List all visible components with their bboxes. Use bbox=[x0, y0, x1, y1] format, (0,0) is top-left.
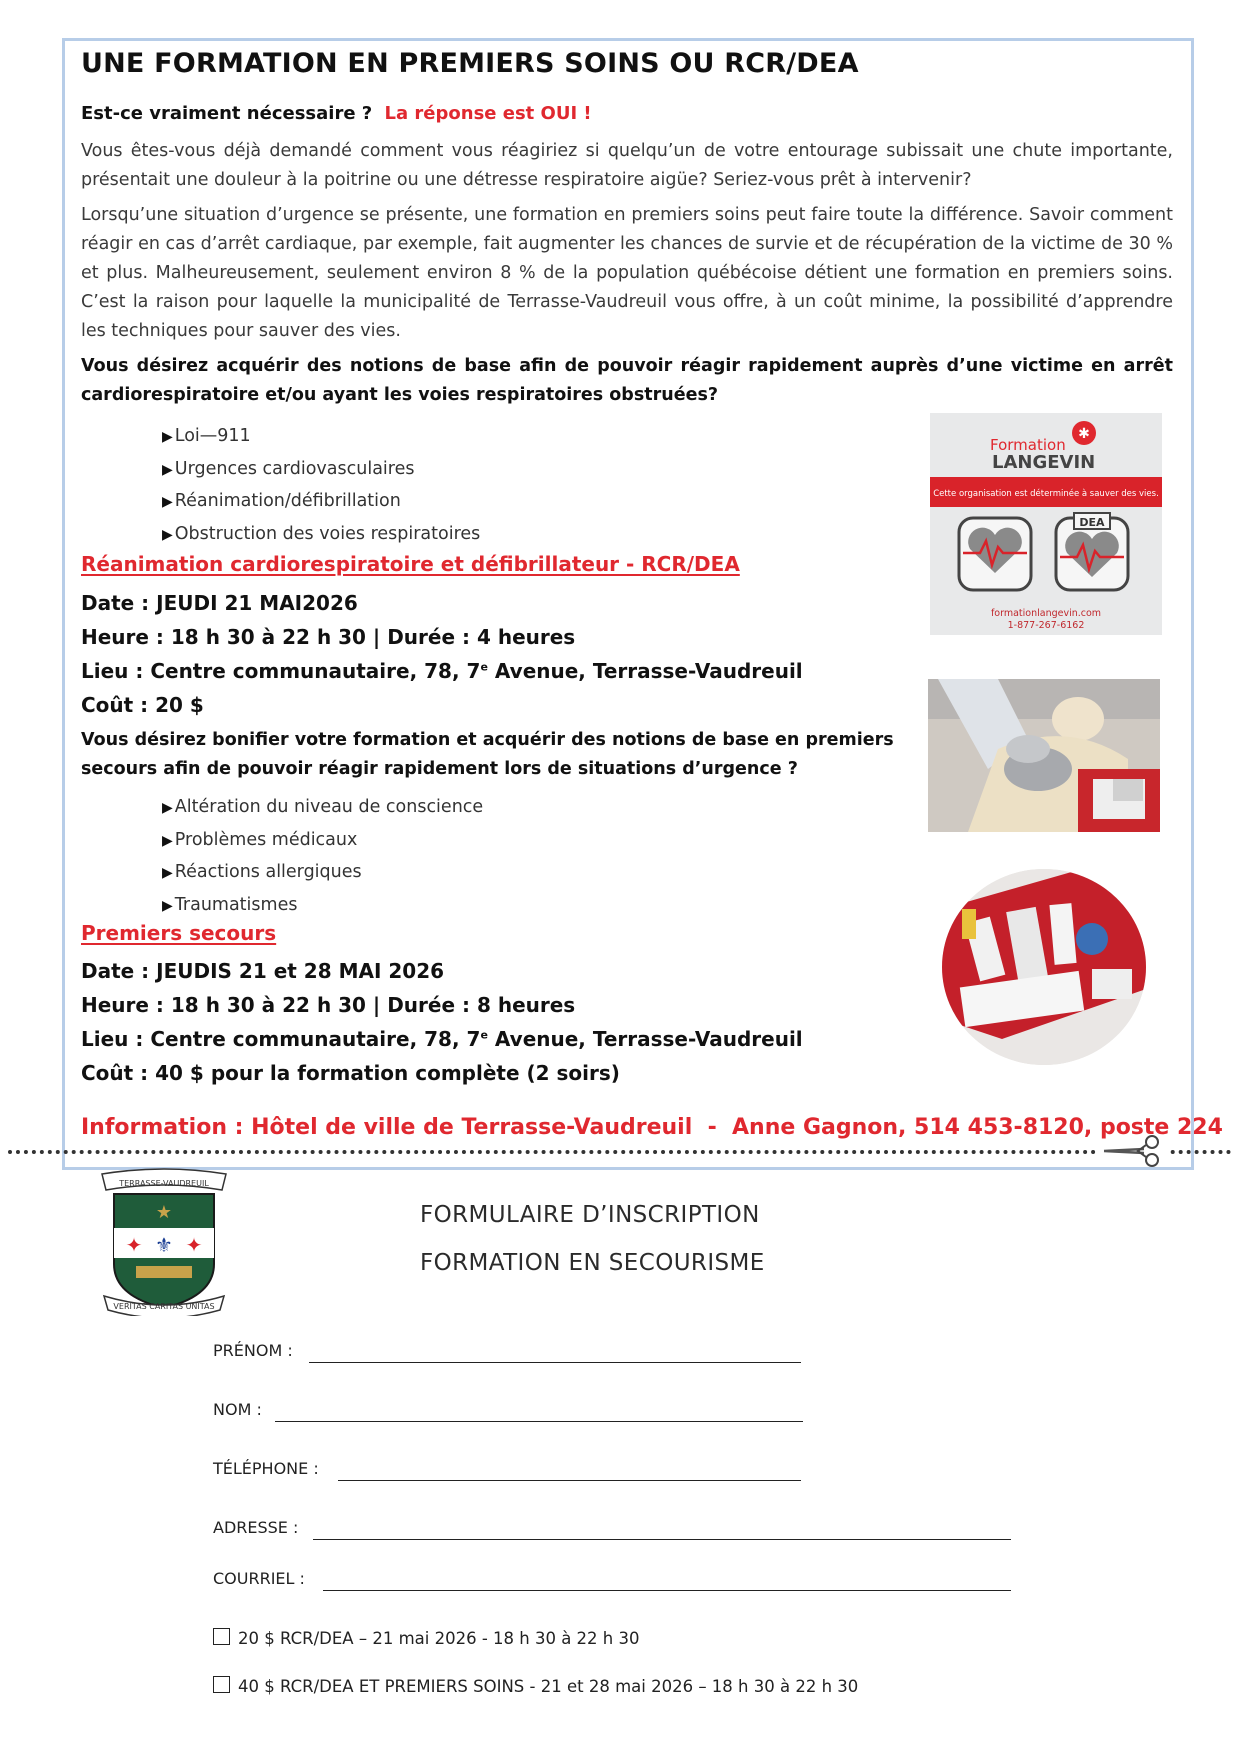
svg-text:TERRASSE-VAUDREUIL: TERRASSE-VAUDREUIL bbox=[119, 1179, 209, 1188]
list-item: ▶ Problèmes médicaux bbox=[162, 824, 483, 857]
checkbox[interactable] bbox=[213, 1628, 230, 1645]
option-rcr-dea-label: 20 $ RCR/DEA – 21 mai 2026 - 18 h 30 à 22 h 30 bbox=[238, 1629, 640, 1648]
triangle-bullet-icon: ▶ bbox=[162, 800, 173, 816]
ps-bullet-list bbox=[162, 791, 483, 921]
svg-text:Formation: Formation bbox=[990, 436, 1066, 454]
triangle-bullet-icon: ▶ bbox=[162, 865, 173, 881]
ps-question: Vous désirez bonifier votre formation et acquérir des notions de base en premiers secours afin de pouvoir réagir rapidement lors de situations d’urgence ? bbox=[81, 730, 894, 779]
option-rcr-dea[interactable] bbox=[213, 1628, 640, 1648]
phone-label: TÉLÉPHONE : bbox=[213, 1459, 319, 1478]
ps-cost: Coût : 40 $ pour la formation complète (2 soirs) bbox=[81, 1061, 620, 1085]
ps-date: Date : JEUDIS 21 et 28 MAI 2026 bbox=[81, 959, 445, 983]
last-name-input-line[interactable] bbox=[275, 1421, 803, 1422]
email-label: COURRIEL : bbox=[213, 1569, 305, 1588]
list-item: ▶ Loi—911 bbox=[162, 420, 480, 453]
rcr-date: Date : JEUDI 21 MAI2026 bbox=[81, 591, 358, 615]
rcr-section-title: Réanimation cardiorespiratoire et défibrillateur - RCR/DEA bbox=[81, 552, 740, 576]
svg-text:✱: ✱ bbox=[1078, 426, 1090, 442]
svg-text:formationlangevin.com: formationlangevin.com bbox=[990, 608, 1102, 619]
triangle-bullet-icon: ▶ bbox=[162, 526, 173, 543]
intro-paragraph-2: Lorsqu’une situation d’urgence se présente, une formation en premiers soins peut faire toute la différence. Savoir comment réagir en cas d’arrêt cardiaque, par exemple, fait augmenter les chances de survie et de récupération de la victime de 30 % et plus. Malheureusement, seulement environ 8 % de la population québécoise détient une formation en premiers soins. C’est la raison pour laquelle la municipalité de Terrasse-Vaudreuil vous offre, à un coût minime, la possibilité d’apprendre les techniques pour sauver des vies. bbox=[81, 205, 1173, 341]
list-item: ▶ Réactions allergiques bbox=[162, 856, 483, 889]
svg-text:1-877-267-6162: 1-877-267-6162 bbox=[1007, 620, 1085, 631]
first-name-label: PRÉNOM : bbox=[213, 1341, 293, 1360]
list-item: ▶ Obstruction des voies respiratoires bbox=[162, 518, 480, 551]
cpr-training-photo bbox=[928, 679, 1160, 832]
list-item: ▶ Altération du niveau de conscience bbox=[162, 791, 483, 824]
svg-text:⚜: ⚜ bbox=[155, 1233, 173, 1257]
triangle-bullet-icon: ▶ bbox=[162, 897, 173, 914]
list-item: ▶ Urgences cardiovasculaires bbox=[162, 453, 480, 486]
triangle-bullet-icon: ▶ bbox=[162, 494, 173, 510]
email-field[interactable] bbox=[213, 1569, 1013, 1593]
first-aid-kit-photo bbox=[942, 869, 1146, 1065]
triangle-bullet-icon: ▶ bbox=[162, 461, 173, 478]
phone-field[interactable] bbox=[213, 1459, 813, 1483]
svg-text:LANGEVIN: LANGEVIN bbox=[992, 452, 1096, 473]
checkbox[interactable] bbox=[213, 1676, 230, 1693]
address-field[interactable] bbox=[213, 1518, 1013, 1542]
answer-text: La réponse est OUI ! bbox=[384, 103, 592, 124]
first-name-field[interactable] bbox=[213, 1341, 813, 1365]
address-label: ADRESSE : bbox=[213, 1518, 299, 1537]
svg-text:VERITAS CARITAS UNITAS: VERITAS CARITAS UNITAS bbox=[113, 1302, 215, 1311]
information-line: Information : Hôtel de ville de Terrasse-Vaudreuil - Anne Gagnon, 514 453-8120, poste 224 bbox=[81, 1115, 1223, 1140]
rcr-question: Vous désirez acquérir des notions de base afin de pouvoir réagir rapidement auprès d’une victime en arrêt cardiorespiratoire et/ou ayant les voies respiratoires obstruées? bbox=[81, 356, 1173, 405]
svg-text:DEA: DEA bbox=[1079, 516, 1105, 529]
rcr-bullet-list bbox=[162, 420, 480, 550]
list-item: ▶ Réanimation/défibrillation bbox=[162, 485, 480, 518]
cut-line bbox=[8, 1150, 1232, 1154]
formation-langevin-image bbox=[930, 413, 1162, 635]
scissors-icon bbox=[1098, 1133, 1168, 1169]
rcr-time: Heure : 18 h 30 à 22 h 30 | Durée : 4 heures bbox=[81, 625, 576, 649]
option-rcr-premiers-soins[interactable] bbox=[213, 1676, 858, 1696]
form-subtitle: FORMATION EN SECOURISME bbox=[420, 1250, 765, 1276]
svg-text:✦: ✦ bbox=[185, 1233, 203, 1257]
option-rcr-premiers-soins-label: 40 $ RCR/DEA ET PREMIERS SOINS - 21 et 28 mai 2026 – 18 h 30 à 22 h 30 bbox=[238, 1677, 859, 1696]
last-name-field[interactable] bbox=[213, 1400, 813, 1424]
address-input-line[interactable] bbox=[313, 1539, 1011, 1540]
ps-location: Lieu : Centre communautaire, 78, 7e Avenue, Terrasse-Vaudreuil bbox=[81, 1027, 803, 1051]
rcr-location: Lieu : Centre communautaire, 78, 7e Avenue, Terrasse-Vaudreuil bbox=[81, 659, 803, 683]
triangle-bullet-icon: ▶ bbox=[162, 429, 173, 445]
triangle-bullet-icon: ▶ bbox=[162, 832, 173, 849]
page-title: UNE FORMATION EN PREMIERS SOINS OU RCR/DEA bbox=[81, 48, 859, 79]
ps-section-title: Premiers secours bbox=[81, 921, 277, 945]
last-name-label: NOM : bbox=[213, 1400, 262, 1419]
svg-text:✦: ✦ bbox=[125, 1233, 143, 1257]
phone-input-line[interactable] bbox=[338, 1480, 801, 1481]
question-line bbox=[81, 103, 592, 124]
intro-paragraph-1: Vous êtes-vous déjà demandé comment vous réagiriez si quelqu’un de votre entourage subissait une chute importante, présentait une douleur à la poitrine ou une détresse respiratoire aigüe? Seriez-vous prêt à intervenir? bbox=[81, 141, 1173, 190]
ps-time: Heure : 18 h 30 à 22 h 30 | Durée : 8 heures bbox=[81, 993, 576, 1017]
list-item: ▶ Traumatismes bbox=[162, 889, 483, 922]
email-input-line[interactable] bbox=[323, 1590, 1011, 1591]
rcr-cost: Coût : 20 $ bbox=[81, 693, 204, 717]
question-text: Est-ce vraiment nécessaire ? bbox=[81, 103, 373, 124]
svg-text:Cette organisation est détermi: Cette organisation est déterminée à sauver des vies. bbox=[933, 489, 1159, 499]
form-title: FORMULAIRE D’INSCRIPTION bbox=[420, 1202, 760, 1228]
first-name-input-line[interactable] bbox=[309, 1362, 801, 1363]
municipal-crest-logo bbox=[96, 1168, 232, 1316]
svg-text:★: ★ bbox=[155, 1202, 173, 1223]
